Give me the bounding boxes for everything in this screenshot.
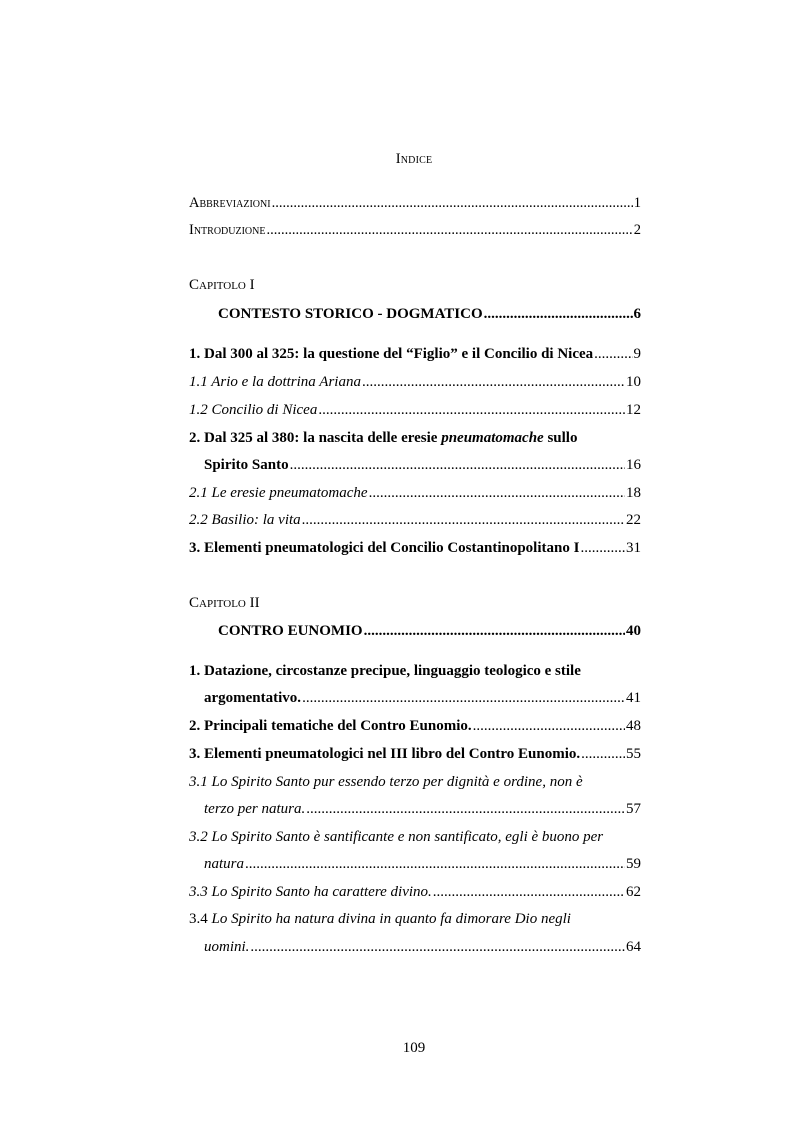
toc-page-number: 48	[626, 718, 641, 734]
toc-page-number: 12	[626, 402, 641, 418]
toc-entry[interactable]	[204, 798, 641, 820]
toc-entry-label: uomini.	[204, 939, 250, 955]
toc-entry-label: sullo	[543, 430, 578, 446]
toc-entry[interactable]	[204, 936, 641, 958]
toc-entry-label: 2.2 Basilio: la vita	[189, 512, 301, 528]
toc-leader	[245, 853, 625, 875]
toc-entry-label: 2.1 Le eresie pneumatomache	[189, 485, 368, 501]
toc-page-number: 16	[626, 457, 641, 473]
toc-entry[interactable]	[189, 537, 641, 559]
toc-chapter-heading[interactable]	[218, 620, 641, 642]
toc-entry[interactable]	[189, 881, 641, 903]
toc-entry-line1[interactable]	[189, 427, 577, 449]
toc-page-number: 41	[626, 690, 641, 706]
toc-entry[interactable]	[189, 509, 641, 531]
toc-entry-label: 1.1 Ario e la dottrina Ariana	[189, 374, 361, 390]
toc-leader	[594, 343, 632, 365]
toc-leader	[364, 620, 625, 642]
toc-entry[interactable]	[204, 853, 641, 875]
toc-page-number: 6	[633, 306, 641, 322]
toc-page-number: 64	[626, 939, 641, 955]
toc-page-number: 40	[626, 623, 641, 639]
toc-entry[interactable]	[189, 371, 641, 393]
toc-leader	[433, 881, 625, 903]
toc-page-number: 18	[626, 485, 641, 501]
toc-entry-label: 1.2 Concilio di Nicea	[189, 402, 318, 418]
chapter-label: Capitolo I	[189, 277, 255, 293]
toc-entry[interactable]	[189, 715, 641, 737]
toc-leader	[473, 715, 625, 737]
toc-page-number: 31	[626, 540, 641, 556]
toc-entry[interactable]	[189, 743, 641, 765]
toc-leader	[250, 936, 625, 958]
toc-entry-number: 3.4	[189, 911, 212, 927]
chapter-label: Capitolo II	[189, 595, 260, 611]
toc-entry-label-italic: pneumatomache	[441, 430, 544, 446]
toc-leader	[302, 509, 625, 531]
toc-entry-line1[interactable]: 1. Datazione, circostanze precipue, linguaggio teologico e stile	[189, 663, 581, 679]
toc-entry-label: Introduzione	[189, 222, 266, 238]
toc-leader	[581, 743, 625, 765]
toc-entry-label: argomentativo.	[204, 690, 302, 706]
toc-entry-label: Lo Spirito ha natura divina in quanto fa dimorare Dio negli	[211, 911, 571, 927]
toc-chapter-heading[interactable]	[218, 303, 641, 325]
toc-entry-label: Abbreviazioni	[189, 195, 271, 211]
toc-leader	[580, 537, 625, 559]
toc-entry-introduzione[interactable]	[189, 219, 641, 241]
toc-entry-label: 2. Dal 325 al 380: la nascita delle eresie	[189, 430, 442, 446]
toc-leader	[302, 687, 625, 709]
toc-page-number: 55	[626, 746, 641, 762]
toc-entry-abbreviazioni[interactable]	[189, 192, 641, 214]
toc-entry-line1[interactable]: 3.2 Lo Spirito Santo è santificante e non santificato, egli è buono per	[189, 829, 604, 845]
toc-entry[interactable]	[189, 399, 641, 421]
toc-entry-label: 3. Elementi pneumatologici del Concilio Costantinopolitano I	[189, 540, 580, 556]
toc-entry-label: CONTESTO STORICO - DOGMATICO	[218, 306, 483, 322]
toc-page-number: 59	[626, 856, 641, 872]
toc-leader	[484, 303, 633, 325]
toc-entry-label: natura	[204, 856, 245, 872]
toc-entry-label: 2. Principali tematiche del Contro Eunomio.	[189, 718, 472, 734]
toc-entry[interactable]	[204, 454, 641, 476]
toc-page-number: 1	[633, 195, 641, 211]
toc-entry-label: 3.3 Lo Spirito Santo ha carattere divino.	[189, 884, 432, 900]
toc-page-number: 62	[626, 884, 641, 900]
page-number: 109	[402, 1040, 426, 1056]
toc-leader	[266, 219, 632, 241]
toc-entry-label: 3. Elementi pneumatologici nel III libro del Contro Eunomio.	[189, 746, 581, 762]
toc-entry-label: Spirito Santo	[204, 457, 289, 473]
toc-leader	[369, 482, 625, 504]
toc-entry-label: terzo per natura.	[204, 801, 306, 817]
toc-page-number: 9	[633, 346, 641, 362]
toc-entry-label: CONTRO EUNOMIO	[218, 623, 363, 639]
toc-page-number: 10	[626, 374, 641, 390]
toc-page-number: 57	[626, 801, 641, 817]
toc-page-number: 22	[626, 512, 641, 528]
toc-entry[interactable]	[204, 687, 641, 709]
toc-entry-line1[interactable]: 3.1 Lo Spirito Santo pur essendo terzo per dignità e ordine, non è	[189, 774, 583, 790]
toc-leader	[306, 798, 625, 820]
toc-leader	[362, 371, 625, 393]
toc-entry-label: 1. Dal 300 al 325: la questione del “Figlio” e il Concilio di Nicea	[189, 346, 594, 362]
toc-leader	[290, 454, 625, 476]
toc-leader	[272, 192, 633, 214]
toc-entry[interactable]	[189, 343, 641, 365]
toc-leader	[318, 399, 625, 421]
toc-page-number: 2	[633, 222, 641, 238]
page-title: Indice	[395, 151, 433, 167]
toc-entry[interactable]	[189, 482, 641, 504]
toc-entry-line1[interactable]	[189, 908, 571, 930]
